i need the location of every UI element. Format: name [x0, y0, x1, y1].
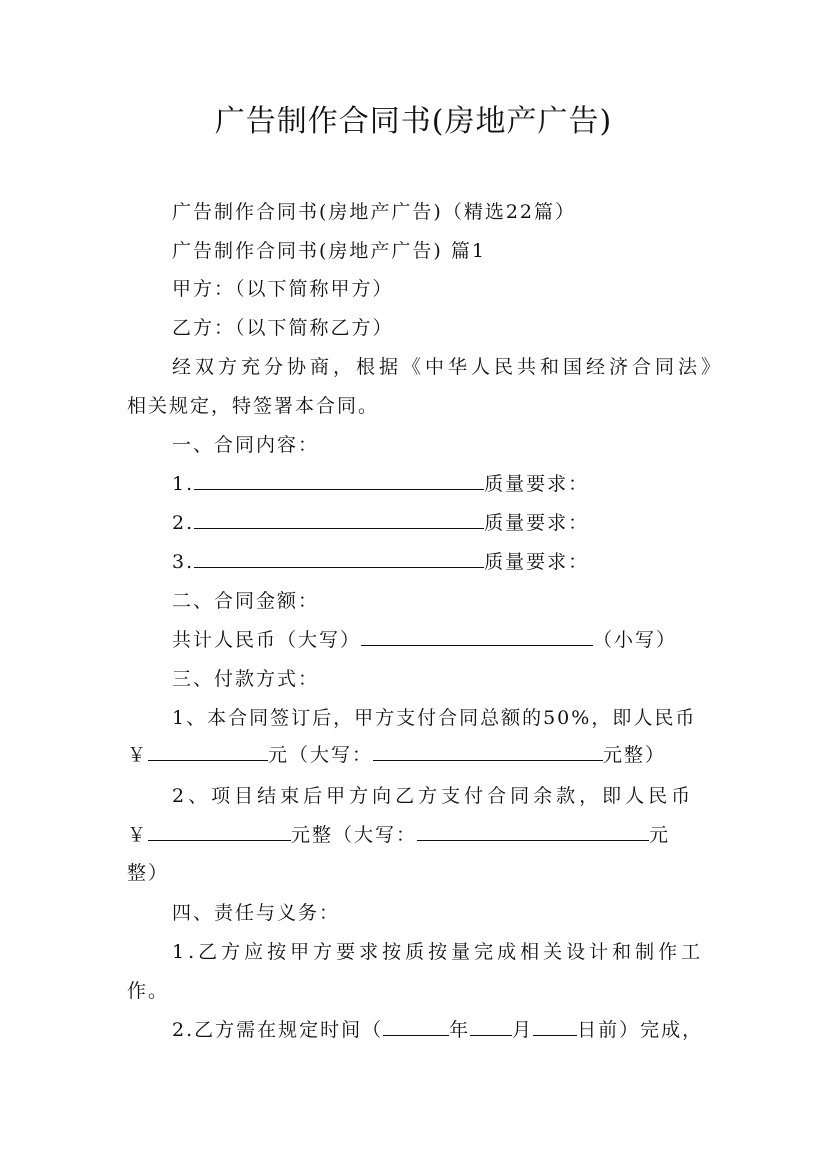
month-label: 月 — [512, 1019, 534, 1041]
intro-line-2: 相关规定，特签署本合同。 — [127, 395, 380, 417]
day-suffix: 日前）完成， — [577, 1019, 704, 1041]
subtitle-line: 广告制作合同书(房地产广告)（精选22篇） — [172, 201, 577, 223]
quality-label: 质量要求： — [484, 512, 590, 534]
payment-mid: 元（大写： — [268, 744, 374, 766]
payment-2-line-a: 2、项目结束后甲方向乙方支付合同余款，即人民币 — [172, 785, 695, 807]
yen-symbol: ￥ — [127, 744, 149, 766]
section-4-heading: 四、责任与义务： — [172, 902, 341, 924]
content-item-1 — [172, 469, 589, 499]
content-item-3 — [172, 547, 589, 577]
content-item-2 — [172, 508, 589, 538]
total-amount-line — [172, 625, 677, 655]
fill-blank — [194, 547, 484, 568]
fill-blank — [470, 1015, 512, 1036]
duty-1-line-a: 1.乙方应按甲方要求按质按量完成相关设计和制作工 — [172, 941, 705, 963]
fill-blank — [417, 820, 649, 841]
fill-blank — [148, 820, 291, 841]
payment-1-line-a: 1、本合同签订后，甲方支付合同总额的50%，即人民币 — [172, 707, 697, 729]
document-title: 广告制作合同书(房地产广告) — [214, 104, 613, 139]
item-number: 1. — [172, 473, 195, 495]
payment-end: 元整） — [603, 744, 667, 766]
fill-blank — [361, 625, 593, 646]
payment-2-line-c: 整） — [127, 862, 170, 884]
quality-label: 质量要求： — [484, 551, 590, 573]
party-b-line: 乙方：（以下简称乙方） — [172, 317, 394, 339]
party-a-line: 甲方：（以下简称甲方） — [172, 278, 394, 300]
fill-blank — [533, 1015, 577, 1036]
payment-2-line-b — [127, 820, 670, 850]
year-label: 年 — [449, 1019, 471, 1041]
payment-1-line-b — [127, 740, 666, 770]
article-heading: 广告制作合同书(房地产广告) 篇1 — [172, 240, 486, 262]
intro-line-1: 经双方充分协商，根据《中华人民共和国经济合同法》 — [172, 356, 725, 378]
payment-mid: 元整（大写： — [291, 824, 418, 846]
payment-end: 元 — [649, 824, 671, 846]
item-number: 2. — [172, 512, 195, 534]
duty-2-prefix: 2.乙方需在规定时间（ — [172, 1019, 384, 1041]
fill-blank — [194, 508, 484, 529]
item-number: 3. — [172, 551, 195, 573]
section-3-heading: 三、付款方式： — [172, 668, 320, 690]
fill-blank — [194, 469, 484, 490]
quality-label: 质量要求： — [484, 473, 590, 495]
fill-blank — [383, 1015, 449, 1036]
section-1-heading: 一、合同内容： — [172, 434, 320, 456]
duty-1-line-b: 作。 — [127, 980, 170, 1002]
total-suffix: （小写） — [593, 629, 678, 651]
section-2-heading: 二、合同金额： — [172, 590, 320, 612]
fill-blank — [148, 740, 268, 761]
yen-symbol: ￥ — [127, 824, 149, 846]
fill-blank — [373, 740, 603, 761]
total-prefix: 共计人民币（大写） — [172, 629, 362, 651]
duty-2-line — [172, 1015, 703, 1045]
